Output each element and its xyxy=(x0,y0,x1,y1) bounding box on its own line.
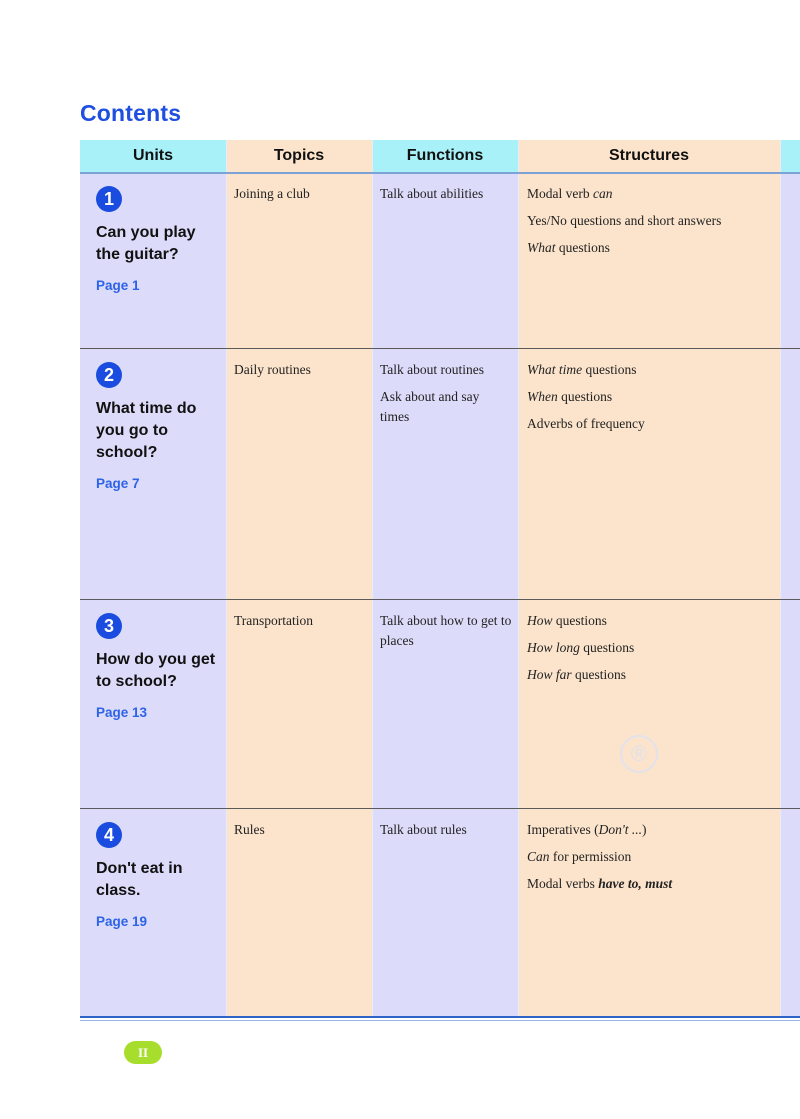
topics-column-bg xyxy=(226,174,372,1016)
structure-item xyxy=(527,184,775,204)
unit-4-functions xyxy=(380,820,514,847)
function-item: Talk about abilities xyxy=(380,186,484,201)
structure-text: ) xyxy=(641,822,647,837)
unit-1-page-link[interactable]: Page 1 xyxy=(96,278,140,293)
structure-text: for permission xyxy=(549,849,632,864)
structure-text: questions xyxy=(555,240,610,255)
structure-text: Imperatives ( xyxy=(527,822,599,837)
structure-text: Modal verb xyxy=(527,186,593,201)
unit-1-title: Can you play the guitar? xyxy=(96,224,196,263)
header-topics: Topics xyxy=(226,140,372,172)
structure-text: Yes/No questions and short answers xyxy=(527,213,722,228)
unit-2-page-link[interactable]: Page 7 xyxy=(96,476,140,491)
structure-item xyxy=(527,211,775,231)
structure-text: can xyxy=(592,186,613,201)
structure-text: questions xyxy=(579,640,635,655)
registered-watermark: ® xyxy=(620,735,658,773)
row-divider xyxy=(80,599,800,600)
header-structures: Structures xyxy=(518,140,780,172)
header-rule xyxy=(80,172,800,174)
unit-1-cell xyxy=(96,186,222,293)
structure-text: questions xyxy=(571,667,627,682)
header-functions: Functions xyxy=(372,140,518,172)
unit-3-page-link[interactable]: Page 13 xyxy=(96,705,148,720)
header-units: Units xyxy=(80,140,226,172)
unit-2-cell xyxy=(96,362,222,491)
unit-2-title: What time do you go to school? xyxy=(96,400,197,461)
unit-4-topic: Rules xyxy=(234,822,265,837)
edge-column-bg xyxy=(780,174,800,1016)
unit-1-functions xyxy=(380,184,512,211)
unit-1-topic: Joining a club xyxy=(234,186,310,201)
page-title: Contents xyxy=(80,100,182,126)
function-item: Ask about and say times xyxy=(380,389,480,424)
unit-2-topic: Daily routines xyxy=(234,362,311,377)
table-bottom-rule-thin xyxy=(80,1020,800,1021)
table-bottom-rule xyxy=(80,1016,800,1018)
structure-item xyxy=(527,820,775,840)
structure-item xyxy=(527,387,775,407)
column-divider xyxy=(372,140,373,1016)
structure-item xyxy=(527,638,775,658)
unit-4-title: Don't eat in class. xyxy=(96,860,183,899)
unit-3-number: 3 xyxy=(96,613,122,639)
structure-item xyxy=(527,238,775,258)
function-item: Talk about how to get to places xyxy=(380,613,512,648)
structure-text: What time xyxy=(527,362,583,377)
unit-2-structures xyxy=(527,360,775,441)
structure-text: questions xyxy=(557,389,613,404)
structure-text: Modal verbs xyxy=(527,876,599,891)
unit-1-number: 1 xyxy=(96,186,122,212)
structure-text: How far xyxy=(527,667,572,682)
structure-item xyxy=(527,847,775,867)
structure-text: have to, must xyxy=(598,876,673,891)
page-number-badge: II xyxy=(124,1041,162,1064)
column-divider xyxy=(518,140,519,1016)
unit-4-cell xyxy=(96,822,222,929)
structure-text: Can xyxy=(527,849,550,864)
unit-4-number: 4 xyxy=(96,822,122,848)
unit-3-title: How do you get to school? xyxy=(96,651,216,690)
unit-3-functions xyxy=(380,611,514,658)
unit-4-page-link[interactable]: Page 19 xyxy=(96,914,148,929)
unit-2-number: 2 xyxy=(96,362,122,388)
structure-item xyxy=(527,665,775,685)
row-divider xyxy=(80,348,800,349)
unit-2-functions xyxy=(380,360,498,434)
row-divider xyxy=(80,808,800,809)
structure-text: Don't ... xyxy=(598,822,642,837)
structure-text: questions xyxy=(582,362,637,377)
structure-text: What xyxy=(527,240,556,255)
structure-text: How long xyxy=(527,640,580,655)
function-item: Talk about routines xyxy=(380,362,485,377)
structure-item xyxy=(527,611,775,631)
structure-item xyxy=(527,414,775,434)
functions-column-bg xyxy=(372,174,518,1016)
structure-text: When xyxy=(527,389,558,404)
structure-text: Adverbs of frequency xyxy=(527,416,645,431)
header-edge xyxy=(780,140,800,172)
unit-4-structures xyxy=(527,820,775,901)
structure-text: How xyxy=(527,613,553,628)
function-item: Talk about rules xyxy=(380,822,467,837)
unit-1-structures xyxy=(527,184,775,265)
column-divider xyxy=(780,140,781,1016)
column-divider xyxy=(226,140,227,1016)
structure-item xyxy=(527,360,775,380)
unit-3-topic: Transportation xyxy=(234,613,314,628)
structure-item xyxy=(527,874,775,894)
unit-3-structures xyxy=(527,611,775,692)
structure-text: questions xyxy=(552,613,607,628)
unit-3-cell xyxy=(96,613,222,720)
